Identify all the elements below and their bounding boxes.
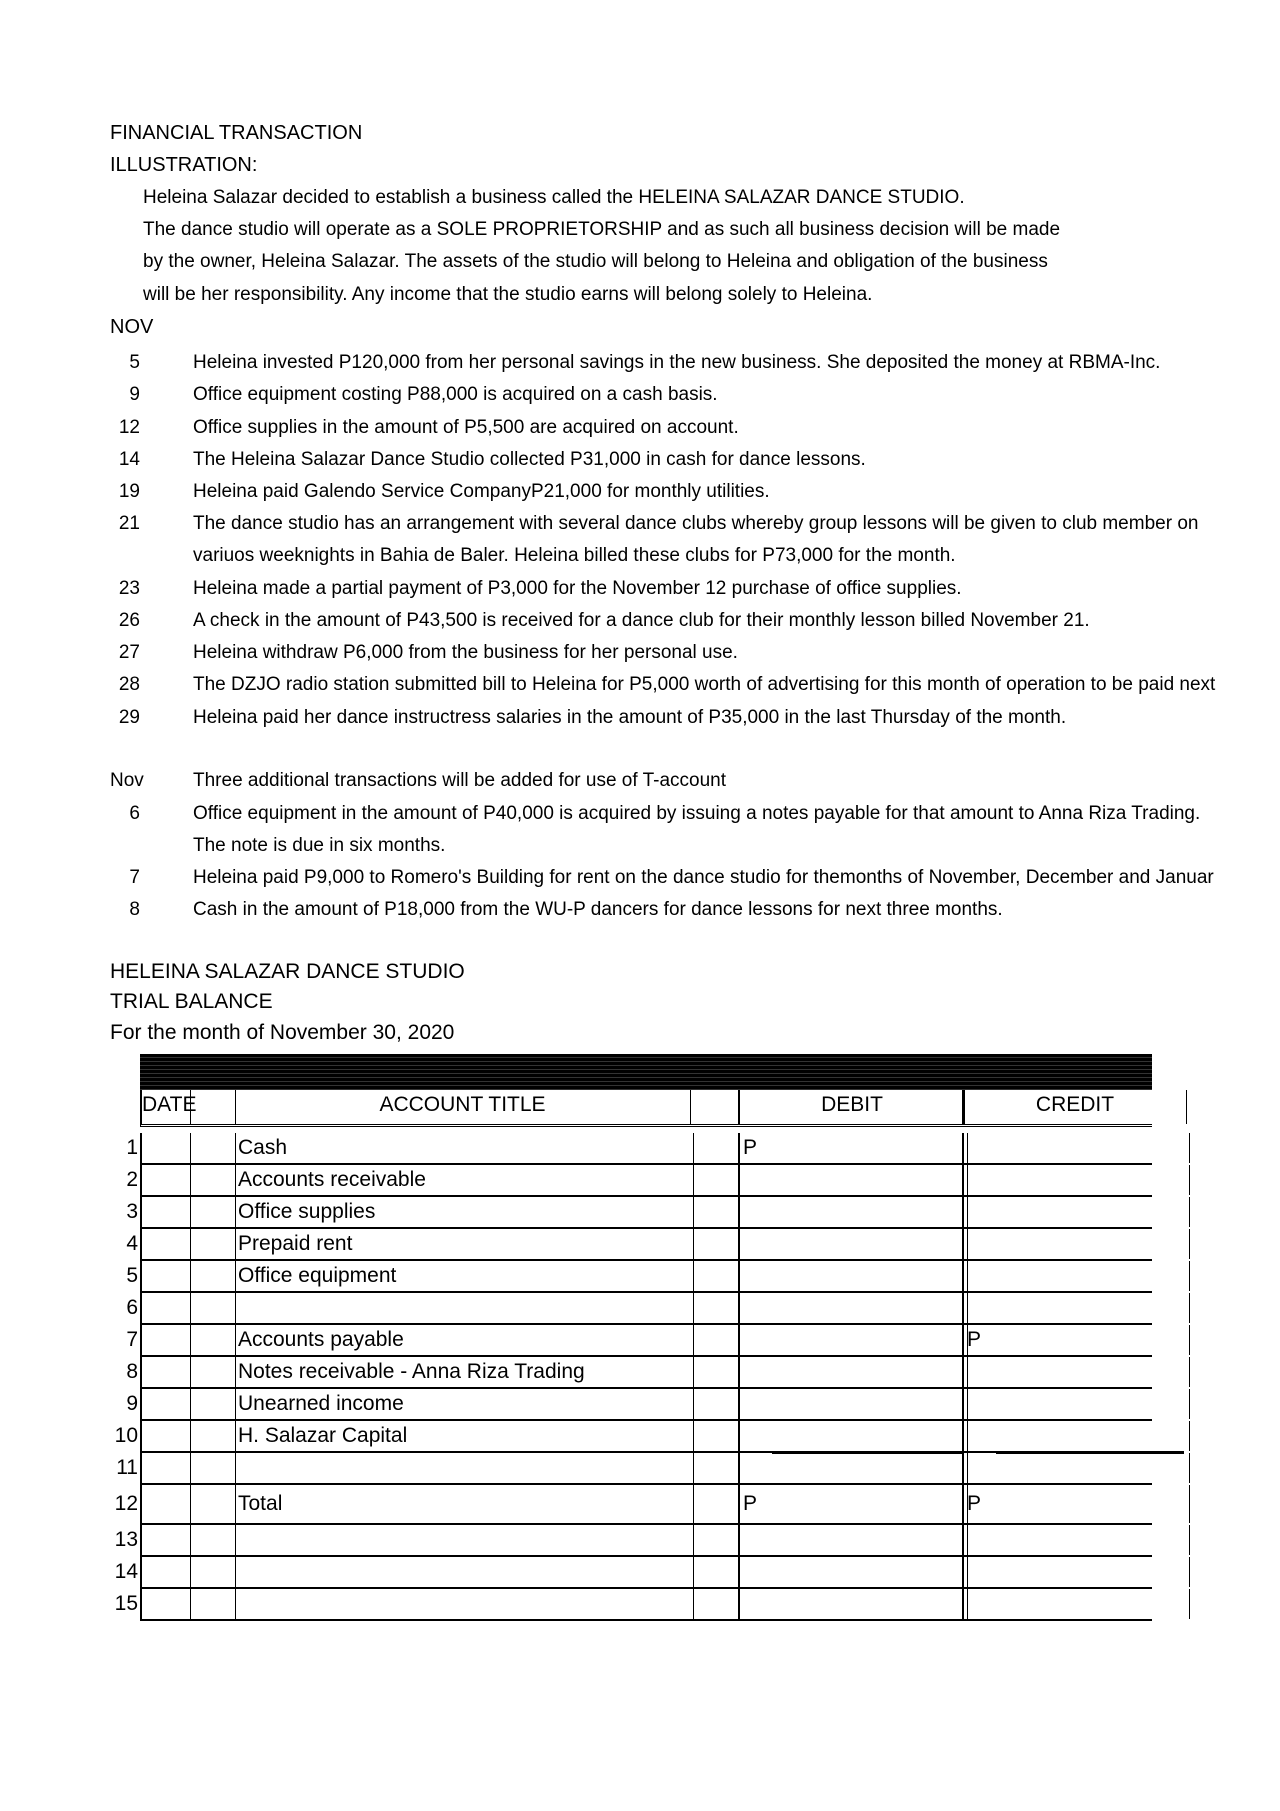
doc-subtitle: ILLUSTRATION: xyxy=(110,154,258,176)
debit-cell xyxy=(738,1557,968,1587)
credit-cell xyxy=(962,1525,1190,1555)
transaction-text: Heleina paid P9,000 to Romero's Building for rent on the dance studio for themonths of November, December and Januar xyxy=(193,867,1214,888)
credit-cell xyxy=(962,1357,1190,1387)
table-row xyxy=(114,1589,1152,1621)
transaction-text: Office equipment costing P88,000 is acquired on a cash basis. xyxy=(193,384,718,405)
ref-cell xyxy=(690,1133,739,1163)
transaction-text: The dance studio has an arrangement with several dance clubs whereby group lessons will be given to club member on xyxy=(193,513,1199,534)
transaction-day: 6 xyxy=(129,803,140,824)
ref-cell xyxy=(690,1557,739,1587)
credit-cell xyxy=(962,1421,1190,1451)
row-number: 1 xyxy=(126,1136,138,1159)
row-number: 15 xyxy=(114,1592,138,1615)
date-cell-2 xyxy=(190,1485,236,1523)
transaction-day: 21 xyxy=(118,513,140,534)
account-title-cell: Office equipment xyxy=(235,1261,694,1291)
transaction-text: Heleina paid Galendo Service CompanyP21,000 for monthly utilities. xyxy=(193,481,770,502)
intro-line: will be her responsibility. Any income that the studio earns will belong solely to Heleina. xyxy=(143,284,873,305)
table-row xyxy=(126,1229,1152,1261)
transaction-text: A check in the amount of P43,500 is received for a dance club for their monthly lesson billed November 21. xyxy=(193,610,1090,631)
table-row xyxy=(126,1197,1152,1229)
debit-cell xyxy=(738,1453,968,1483)
row-number: 10 xyxy=(114,1424,138,1447)
month-note: Three additional transactions will be added for use of T-account xyxy=(193,770,727,791)
transaction-text: Cash in the amount of P18,000 from the WU-P dancers for dance lessons for next three months. xyxy=(193,899,1003,920)
credit-cell xyxy=(962,1197,1190,1227)
credit-cell xyxy=(962,1133,1190,1163)
transaction-text: The note is due in six months. xyxy=(193,835,446,856)
account-title-cell xyxy=(235,1589,694,1619)
table-row xyxy=(126,1261,1152,1293)
credit-cell xyxy=(962,1261,1190,1291)
account-title-cell: Prepaid rent xyxy=(235,1229,694,1259)
date-cell-2 xyxy=(190,1197,236,1227)
ref-cell xyxy=(690,1589,739,1619)
date-cell xyxy=(142,1453,191,1483)
table-header-row xyxy=(140,1090,1152,1127)
date-cell-2 xyxy=(190,1293,236,1323)
account-title-cell: Accounts receivable xyxy=(235,1165,694,1195)
transaction-text: Office equipment in the amount of P40,000 is acquired by issuing a notes payable for that amount to Anna Riza Trading. xyxy=(193,803,1201,824)
row-number: 5 xyxy=(126,1264,138,1287)
row-number: 7 xyxy=(126,1328,138,1351)
date-cell xyxy=(142,1557,191,1587)
debit-cell: P xyxy=(738,1485,968,1523)
row-number: 13 xyxy=(114,1528,138,1551)
table-row xyxy=(126,1165,1152,1197)
credit-cell xyxy=(962,1589,1190,1619)
debit-cell xyxy=(738,1261,968,1291)
debit-cell xyxy=(738,1421,968,1451)
tb-company: HELEINA SALAZAR DANCE STUDIO xyxy=(110,960,465,983)
date-cell-2 xyxy=(190,1557,236,1587)
table-row xyxy=(126,1133,1152,1165)
debit-cell: P xyxy=(738,1133,968,1163)
table-row xyxy=(126,1389,1152,1421)
account-title-cell: Cash xyxy=(235,1133,694,1163)
table-row xyxy=(114,1421,1152,1453)
transaction-day: 8 xyxy=(129,899,140,920)
date-cell-2 xyxy=(190,1589,236,1619)
debit-cell xyxy=(738,1293,968,1323)
table-row xyxy=(126,1357,1152,1389)
col-date-header: DATE xyxy=(142,1090,191,1124)
date-cell xyxy=(142,1133,191,1163)
tb-title: TRIAL BALANCE xyxy=(110,990,273,1013)
ref-cell xyxy=(690,1421,739,1451)
date-cell-2 xyxy=(190,1421,236,1451)
account-title-cell xyxy=(235,1293,694,1323)
date-cell-2 xyxy=(190,1453,236,1483)
transaction-day: 14 xyxy=(118,449,140,470)
doc-title: FINANCIAL TRANSACTION xyxy=(110,122,363,144)
ref-cell xyxy=(690,1197,739,1227)
transaction-day: 28 xyxy=(118,674,140,695)
row-number: 6 xyxy=(126,1296,138,1319)
credit-cell xyxy=(962,1453,1190,1483)
transaction-text: Heleina invested P120,000 from her personal savings in the new business. She deposited the money at RBMA-Inc. xyxy=(193,352,1161,373)
table-row xyxy=(114,1525,1152,1557)
ref-cell xyxy=(690,1485,739,1523)
col-debit-header: DEBIT xyxy=(738,1090,965,1124)
transaction-day: 27 xyxy=(118,642,140,663)
table-row xyxy=(114,1557,1152,1589)
ref-cell xyxy=(690,1293,739,1323)
trial-balance-table xyxy=(114,1054,1152,1621)
debit-cell xyxy=(738,1357,968,1387)
date-cell xyxy=(142,1261,191,1291)
transaction-day: 7 xyxy=(129,867,140,888)
table-header-bar xyxy=(140,1054,1152,1090)
debit-cell xyxy=(738,1525,968,1555)
ref-cell xyxy=(690,1229,739,1259)
account-title-cell: Office supplies xyxy=(235,1197,694,1227)
transaction-text: Office supplies in the amount of P5,500 are acquired on account. xyxy=(193,417,739,438)
credit-cell: P xyxy=(962,1485,1190,1523)
row-number: 8 xyxy=(126,1360,138,1383)
account-title-cell xyxy=(235,1525,694,1555)
account-title-cell xyxy=(235,1453,694,1483)
account-title-cell: Accounts payable xyxy=(235,1325,694,1355)
account-title-cell xyxy=(235,1557,694,1587)
intro-line: by the owner, Heleina Salazar. The assets of the studio will belong to Heleina and obligation of the business xyxy=(143,251,1048,272)
row-number: 11 xyxy=(116,1456,138,1479)
date-cell-2 xyxy=(190,1165,236,1195)
date-cell-2 xyxy=(190,1325,236,1355)
date-cell-2 xyxy=(190,1261,236,1291)
date-cell xyxy=(142,1525,191,1555)
transaction-day: 29 xyxy=(118,707,140,728)
tb-period: For the month of November 30, 2020 xyxy=(110,1021,455,1044)
debit-cell xyxy=(738,1589,968,1619)
date-cell xyxy=(142,1485,191,1523)
date-cell xyxy=(142,1389,191,1419)
transaction-text: Heleina withdraw P6,000 from the business for her personal use. xyxy=(193,642,738,663)
date-cell xyxy=(142,1165,191,1195)
ref-cell xyxy=(690,1389,739,1419)
row-number: 9 xyxy=(126,1392,138,1415)
date-cell xyxy=(142,1589,191,1619)
ref-cell xyxy=(690,1525,739,1555)
transaction-day: 9 xyxy=(129,384,140,405)
date-cell xyxy=(142,1357,191,1387)
transaction-text: The Heleina Salazar Dance Studio collected P31,000 in cash for dance lessons. xyxy=(193,449,866,470)
intro-line: Heleina Salazar decided to establish a business called the HELEINA SALAZAR DANCE STUDIO. xyxy=(143,187,965,208)
row-number: 2 xyxy=(126,1168,138,1191)
date-cell-2 xyxy=(190,1229,236,1259)
account-title-cell: Notes receivable - Anna Riza Trading xyxy=(235,1357,694,1387)
transaction-day: 5 xyxy=(129,352,140,373)
row-number: 14 xyxy=(114,1560,138,1583)
date-cell xyxy=(142,1197,191,1227)
credit-cell xyxy=(962,1389,1190,1419)
debit-cell xyxy=(738,1197,968,1227)
date-cell xyxy=(142,1229,191,1259)
date-cell xyxy=(142,1421,191,1451)
ref-cell xyxy=(690,1357,739,1387)
date-cell xyxy=(142,1325,191,1355)
transaction-day: 26 xyxy=(118,610,140,631)
col-account-header: ACCOUNT TITLE xyxy=(235,1090,691,1124)
table-row xyxy=(116,1453,1152,1485)
debit-cell xyxy=(738,1229,968,1259)
transaction-text: variuos weeknights in Bahia de Baler. Heleina billed these clubs for P73,000 for the month. xyxy=(193,545,956,566)
ref-cell xyxy=(690,1261,739,1291)
transaction-day: 23 xyxy=(118,578,140,599)
transaction-day: 12 xyxy=(118,417,140,438)
row-number: 12 xyxy=(114,1492,138,1515)
credit-cell xyxy=(962,1557,1190,1587)
date-cell xyxy=(142,1293,191,1323)
credit-cell xyxy=(962,1229,1190,1259)
account-title-cell: Total xyxy=(235,1485,694,1523)
debit-cell xyxy=(738,1165,968,1195)
row-number: 3 xyxy=(126,1200,138,1223)
credit-cell: P xyxy=(962,1325,1190,1355)
date-cell-2 xyxy=(190,1133,236,1163)
table-row xyxy=(126,1325,1152,1357)
month-label: NOV xyxy=(110,316,154,338)
row-number: 4 xyxy=(126,1232,138,1255)
table-row xyxy=(126,1293,1152,1325)
transaction-text: The DZJO radio station submitted bill to Heleina for P5,000 worth of advertising for this month of operation to be paid next xyxy=(193,674,1216,695)
ref-cell xyxy=(690,1165,739,1195)
transaction-text: Heleina paid her dance instructress salaries in the amount of P35,000 in the last Thursday of the month. xyxy=(193,707,1067,728)
month-label-2: Nov xyxy=(110,770,144,791)
debit-cell xyxy=(738,1325,968,1355)
table-body xyxy=(114,1133,1152,1621)
transaction-text: Heleina made a partial payment of P3,000 for the November 12 purchase of office supplies. xyxy=(193,578,962,599)
account-title-cell: H. Salazar Capital xyxy=(235,1421,694,1451)
date-cell-2 xyxy=(190,1357,236,1387)
ref-cell xyxy=(690,1453,739,1483)
date-cell-2 xyxy=(190,1389,236,1419)
debit-cell xyxy=(738,1389,968,1419)
table-row xyxy=(114,1485,1152,1525)
account-title-cell: Unearned income xyxy=(235,1389,694,1419)
ref-cell xyxy=(690,1325,739,1355)
credit-cell xyxy=(962,1293,1190,1323)
transaction-day: 19 xyxy=(118,481,140,502)
date-cell-2 xyxy=(190,1525,236,1555)
credit-cell xyxy=(962,1165,1190,1195)
col-credit-header: CREDIT xyxy=(962,1090,1187,1124)
intro-line: The dance studio will operate as a SOLE PROPRIETORSHIP and as such all business decision will be made xyxy=(143,219,1061,240)
